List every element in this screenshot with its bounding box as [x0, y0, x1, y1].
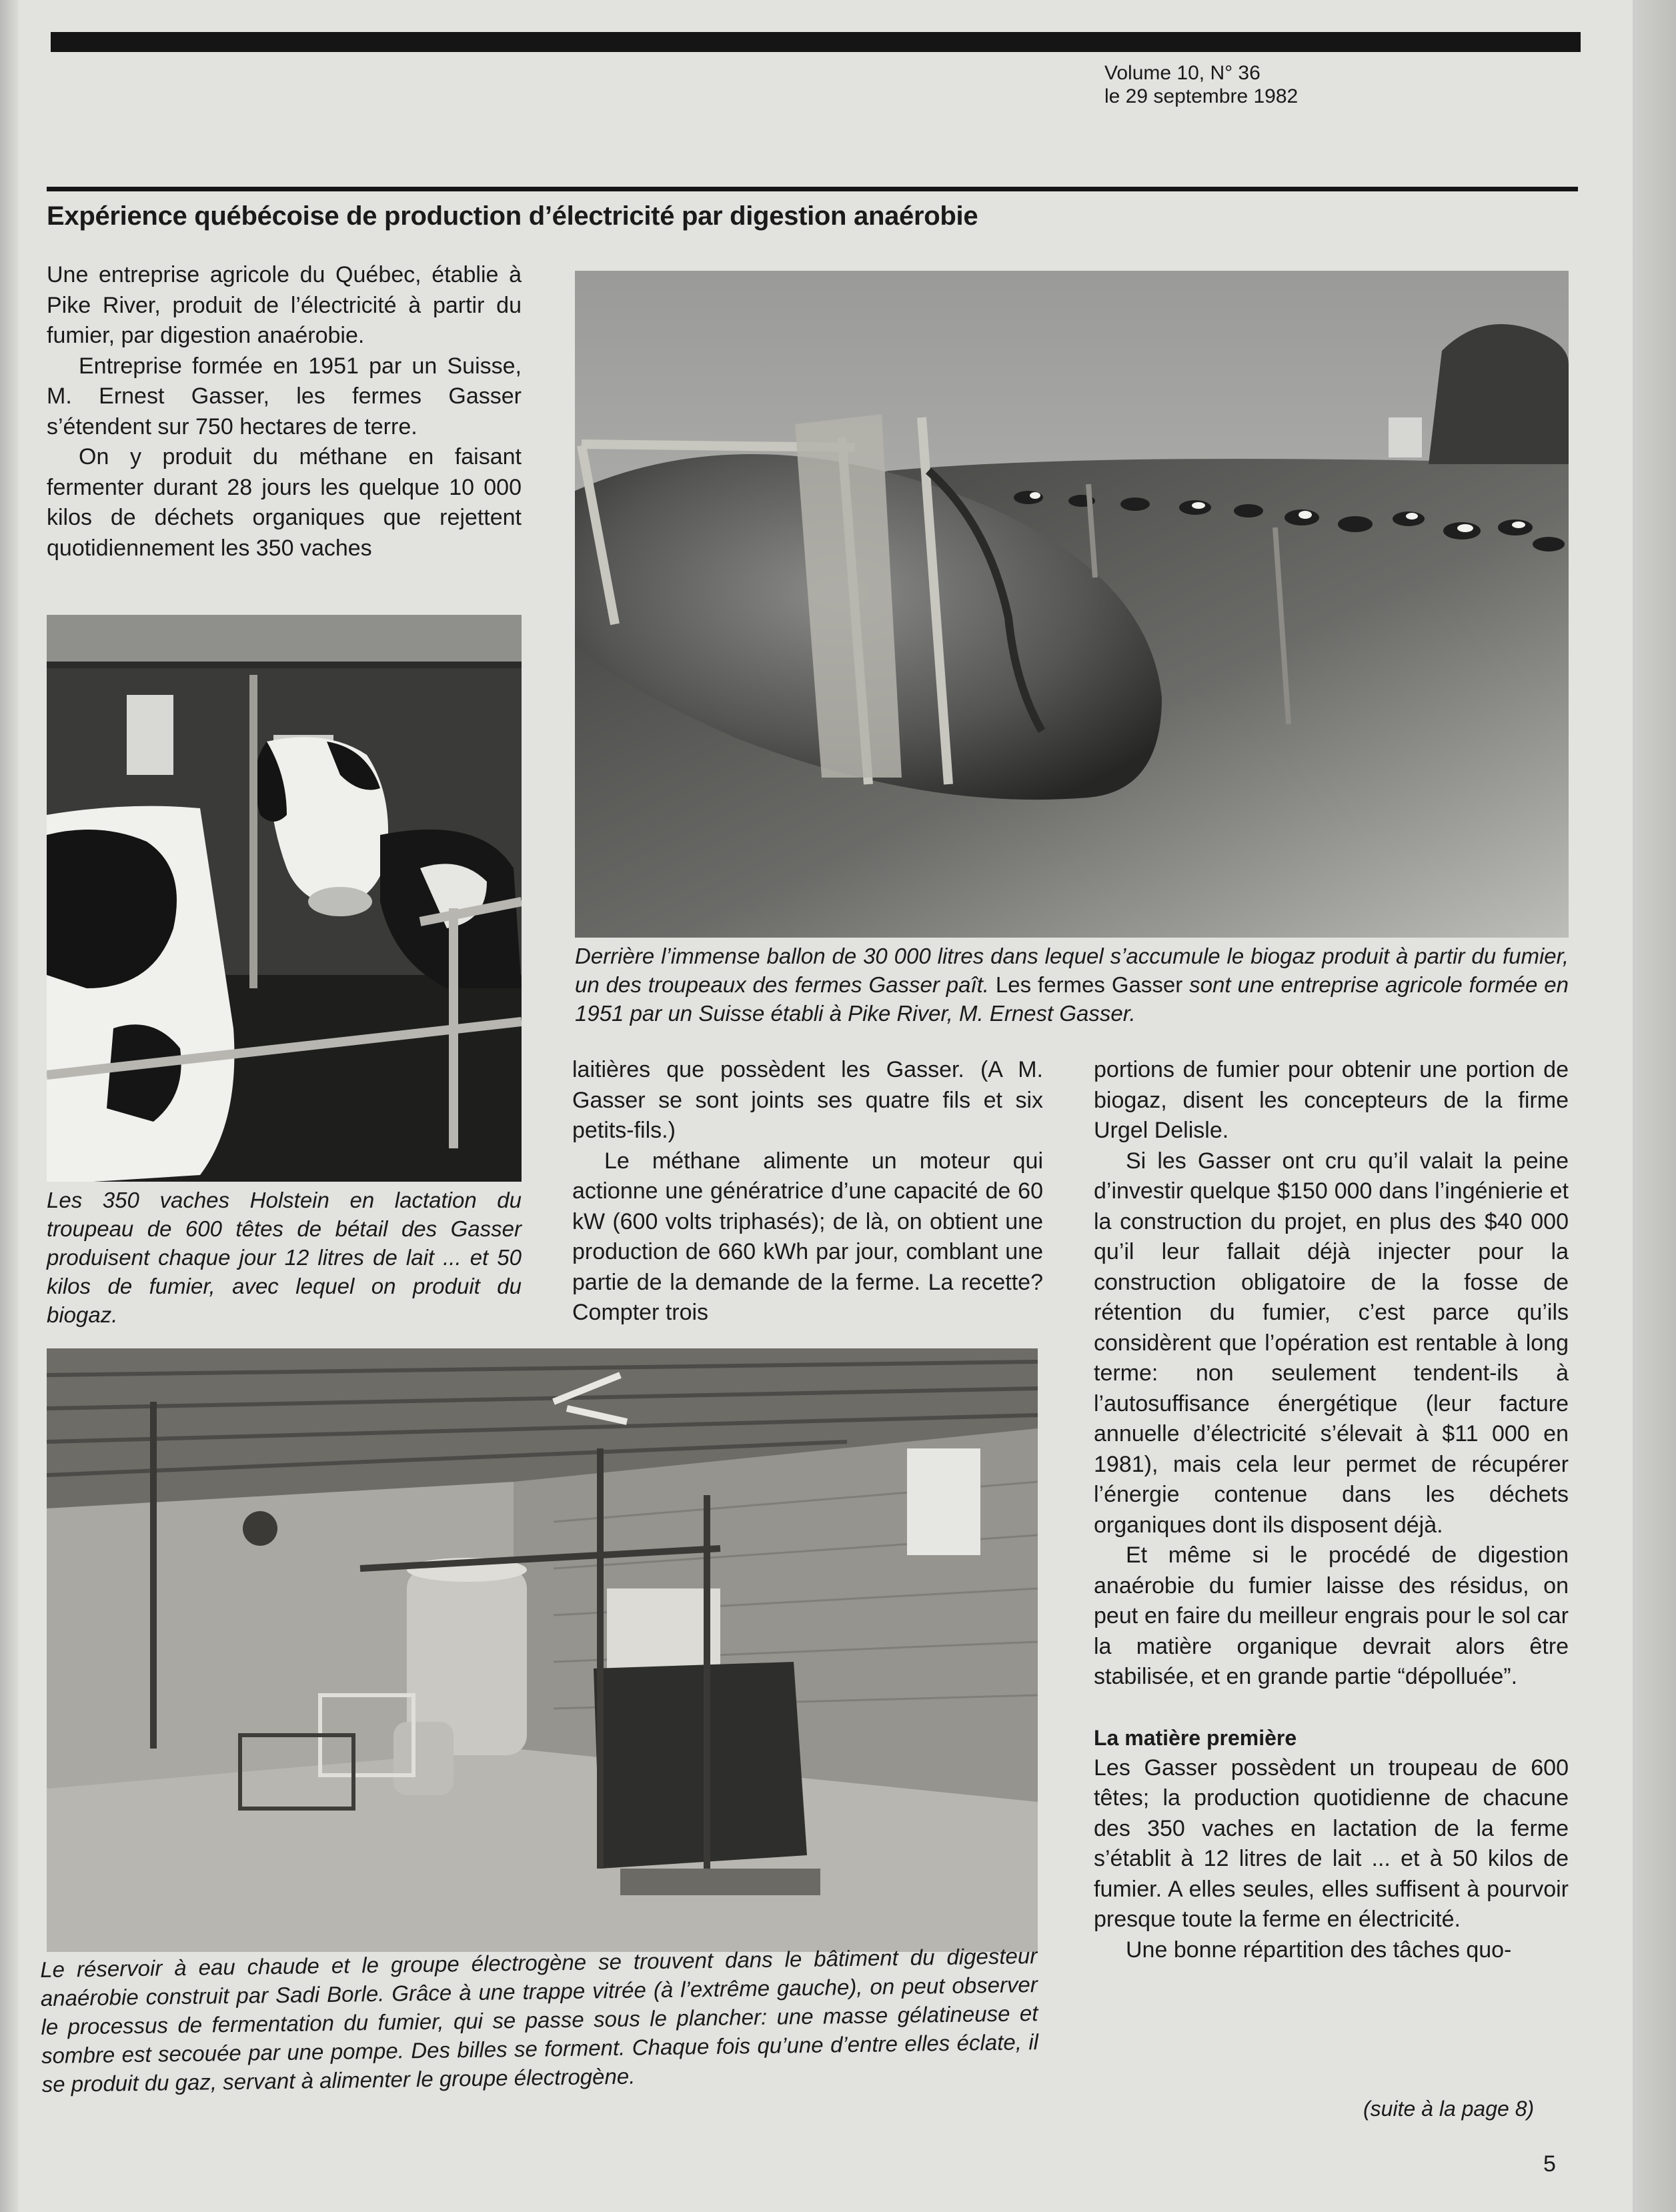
headline-rule: [47, 187, 1578, 191]
column-2: [572, 1055, 1043, 1328]
column-3: [1094, 1055, 1569, 1965]
top-rule-bar: [51, 32, 1581, 52]
paragraph: Et même si le procédé de digestion anaérobie du fumier laisse des résidus, on peut en faire du meilleur engrais pour le sol car la matière organique devrait alors être stabilisée, et en grande partie “dépolluée”.: [1094, 1542, 1569, 1689]
caption-text: sont une entreprise agricole formée en 1951 par un Suisse établi à Pike River, M. Ernest Gasser.: [575, 972, 1569, 1026]
next-page-edge: [1633, 0, 1676, 2212]
page-gutter-shadow: [0, 0, 19, 2212]
page-number: 5: [1543, 2151, 1556, 2177]
caption-text: Derrière l’immense ballon de 30 000 litres dans lequel s’accumule le biogaz produit à partir du fumier, un des troupeaux des fermes Gasser paît.: [575, 944, 1569, 997]
paragraph: Une bonne répartition des tâches quo-: [1126, 1937, 1512, 1963]
paragraph: Une entreprise agricole du Québec, établie à Pike River, produit de l’électricité à partir du fumier, par digestion anaérobie.: [47, 262, 522, 348]
caption-digester-photo: Le réservoir à eau chaude et le groupe électrogène se trouvent dans le bâtiment du digesteur anaérobie construit par Sadi Borle. Grâce à une trappe vitrée (à l’extrême gauche), on peut observer le processus de fermentation du fumier, qui se passe sous le plancher: une masse gélatineuse et sombre est secouée par une pompe. Des billes se forment. Chaque fois qu’une d’entre elles éclate, il se produit du gaz, servant à alimenter le groupe électrogène.: [40, 1943, 1039, 2097]
paragraph: Le méthane alimente un moteur qui actionne une génératrice d’une capacité de 60 kW (600 volts triphasés); de là, on obtient une production de 660 kWh par jour, comblant une partie de la demande de la ferme. La recette? Compter trois: [572, 1148, 1043, 1325]
article-headline: Expérience québécoise de production d’électricité par digestion anaérobie: [47, 201, 978, 231]
caption-cow-photo: Les 350 vaches Holstein en lactation du troupeau de 600 têtes de bétail des Gasser produisent chaque jour 12 litres de lait ... et 50 kilos de fumier, avec lequel on produit du biogaz.: [47, 1188, 522, 1327]
caption-balloon-photo: [575, 942, 1569, 1028]
paragraph: Les Gasser possèdent un troupeau de 600 têtes; la production quotidienne de chacune des 350 vaches en lactation de la ferme s’établit à 12 litres de lait ... et à 50 kilos de fumier. A elles seules, elles suffisent à pourvoir presque toute la ferme en électricité.: [1094, 1755, 1569, 1932]
paragraph: laitières que possèdent les Gasser. (A M. Gasser se sont joints ses quatre fils et six petits-fils.): [572, 1057, 1043, 1143]
photo-holstein-cow: [47, 615, 522, 1182]
photo-digester-building: [47, 1348, 1038, 1952]
paragraph: Entreprise formée en 1951 par un Suisse, M. Ernest Gasser, les fermes Gasser s’étendent sur 750 hectares de terre.: [47, 353, 522, 439]
volume-number: Volume 10, N° 36: [1104, 62, 1261, 84]
column-1: [47, 260, 522, 564]
paragraph: portions de fumier pour obtenir une portion de biogaz, disent les concepteurs de la firme Urgel Delisle.: [1094, 1057, 1569, 1143]
issue-date: le 29 septembre 1982: [1104, 85, 1299, 107]
masthead: [1104, 61, 1298, 108]
subheading: La matière première: [1094, 1725, 1297, 1750]
photo-biogas-balloon: [575, 271, 1569, 938]
caption-text: Les fermes Gasser: [995, 972, 1183, 997]
paragraph: Si les Gasser ont cru qu’il valait la peine d’investir quelque $150 000 dans l’ingénierie et la construction du projet, en plus des $40 000 qu’il leur fallait déjà injecter pour la construction obligatoire de la fosse de rétention du fumier, c’est parce qu’ils considèrent que l’opération est rentable à long terme: non seulement tendent-ils à l’autosuffisance énergétique (leur facture annuelle d’électricité s’élevait à $11 000 en 1981), mais cela leur permet de récupérer l’énergie contenue dans les déchets organiques dont ils disposent déjà.: [1094, 1148, 1569, 1538]
continued-notice: (suite à la page 8): [1363, 2097, 1535, 2121]
paragraph: On y produit du méthane en faisant fermenter durant 28 jours les quelque 10 000 kilos de déchets organiques que rejettent quotidiennement les 350 vaches: [47, 444, 522, 561]
